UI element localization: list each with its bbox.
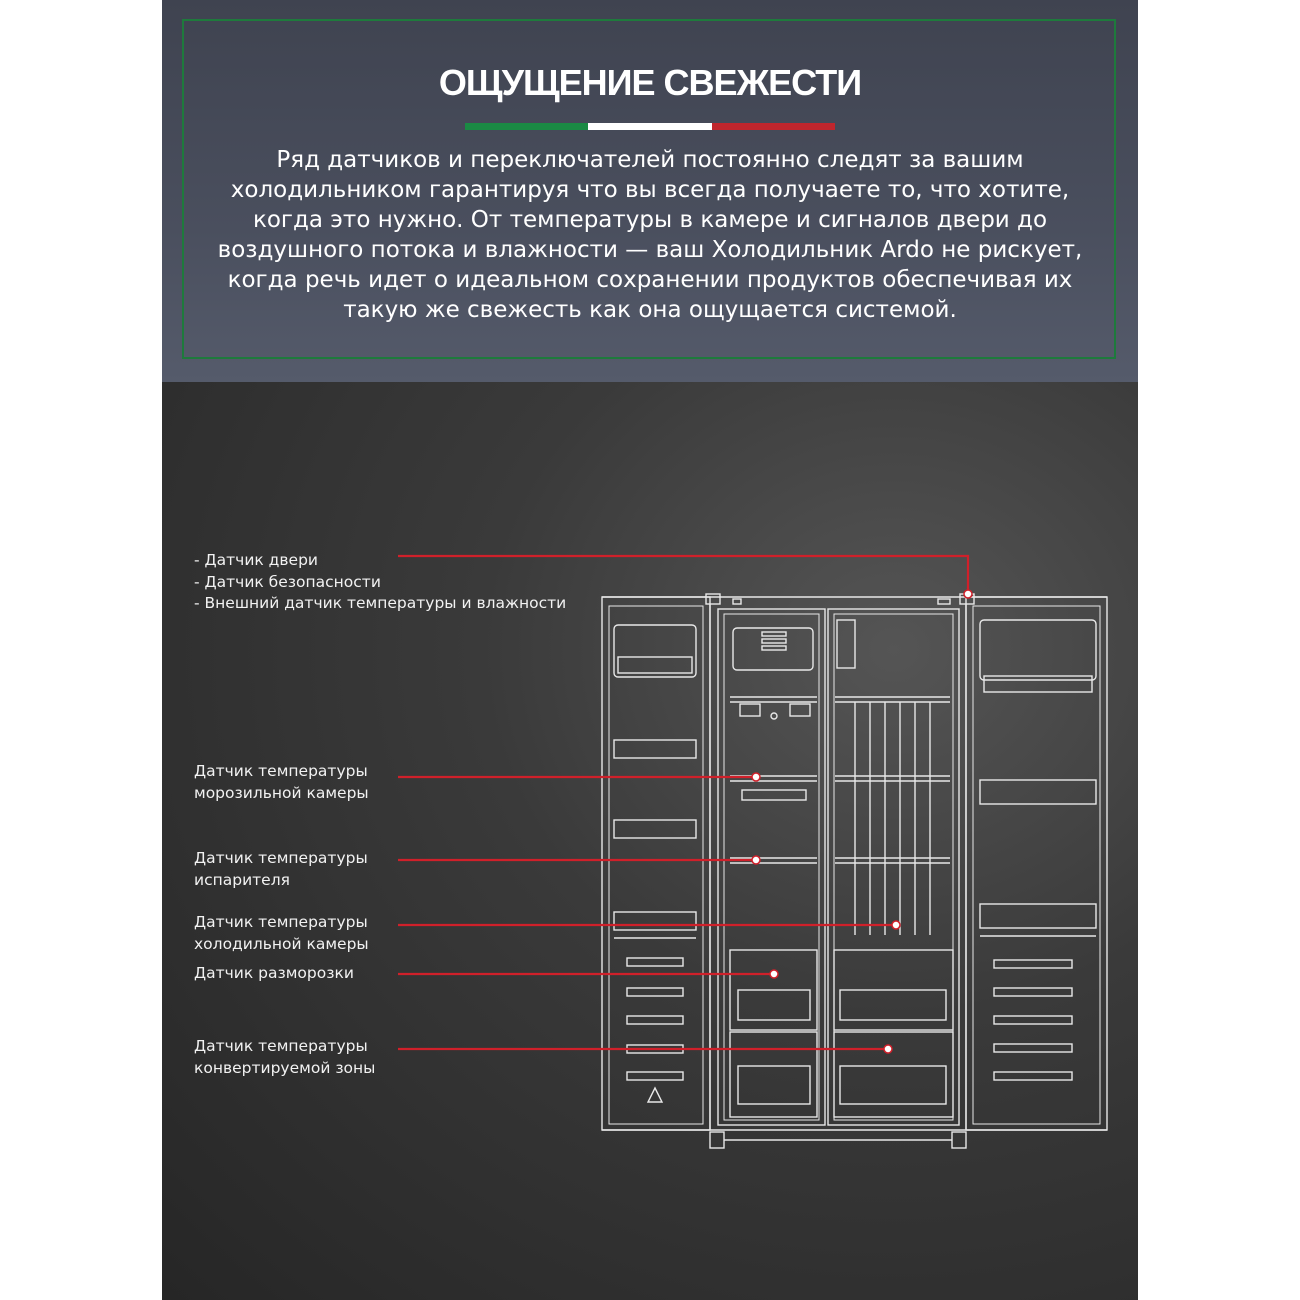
- sensor-point-fridge: [892, 921, 900, 929]
- fridge-compartment: [828, 609, 959, 1125]
- intro-line: Ряд датчиков и переключателей постоянно следят за вашим: [276, 147, 1024, 173]
- fridge-drawing: [602, 594, 1107, 1148]
- label-line: - Датчик безопасности: [194, 572, 381, 591]
- sensor-points: [752, 590, 972, 1053]
- sensor-point-convertible: [884, 1045, 892, 1053]
- intro-line: когда это нужно. От температуры в камере и сигналов двери до: [252, 207, 1048, 233]
- sensor-leaders: [398, 556, 968, 1049]
- label-line: Датчик температуры: [194, 1037, 368, 1055]
- label-line: Датчик температуры: [194, 849, 368, 867]
- sensor-point-defrost: [770, 970, 778, 978]
- label-line: холодильной камеры: [194, 934, 369, 953]
- label-line: Датчик разморозки: [194, 964, 354, 982]
- intro-line: холодильником гарантируя что вы всегда получаете то, что хотите,: [230, 177, 1070, 203]
- intro-line: воздушного потока и влажности — ваш Холодильник Ardo не рискует,: [217, 237, 1083, 263]
- label-line: морозильной камеры: [194, 783, 369, 802]
- sensor-point-evaporator: [752, 856, 760, 864]
- leader-door-sensors: [398, 556, 968, 596]
- intro-line: когда речь идет о идеальном сохранении продуктов обеспечивая их: [227, 267, 1073, 293]
- right-door: [966, 597, 1107, 1130]
- sensor-point-freezer: [752, 773, 760, 781]
- label-line: испарителя: [194, 870, 290, 889]
- page-title: ОЩУЩЕНИЕ СВЕЖЕСТИ: [438, 62, 862, 103]
- hinge-top-left: [706, 594, 720, 604]
- intro-line: такую же свежесть как она ощущается системой.: [343, 297, 957, 323]
- hinge-bottom-left: [710, 1132, 724, 1148]
- hinge-bottom-right: [952, 1132, 966, 1148]
- sensor-point-door: [964, 590, 972, 598]
- label-line: - Датчик двери: [194, 551, 318, 569]
- label-line: Датчик температуры: [194, 762, 368, 780]
- label-line: конвертируемой зоны: [194, 1058, 376, 1077]
- label-line: - Внешний датчик температуры и влажности: [194, 594, 567, 612]
- label-line: Датчик температуры: [194, 913, 368, 931]
- freezer-compartment: [718, 609, 825, 1125]
